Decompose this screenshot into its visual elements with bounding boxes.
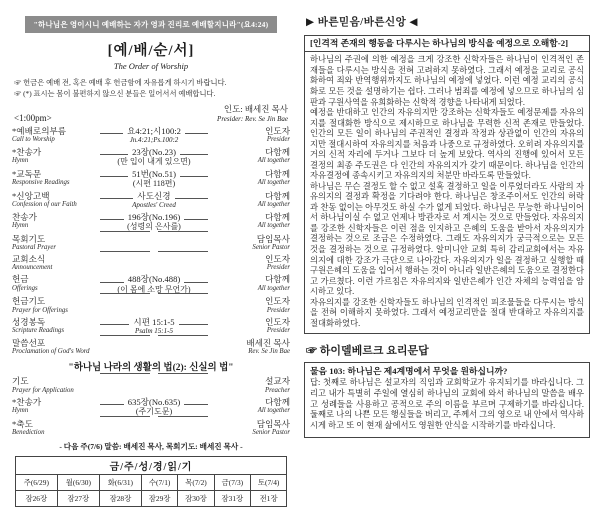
worship-row-role [210,126,290,144]
worship-row-label [12,274,98,294]
next-week-note: - 다음 주(7/6) 말씀: 배세진 목사, 목회기도: 배세진 목사 - [59,442,243,452]
row-label-en: Hymn [12,222,29,230]
presider-kr: 인도: 배세진 목사 [223,104,288,115]
row-center-text: 51번(No.51) [132,169,176,180]
row-role-en: Presider [266,327,290,335]
worship-row-role [210,169,290,189]
worship-row-center [98,419,210,437]
row-role-en: Presider [266,136,290,144]
worship-row-role [210,212,290,232]
worship-row-center [98,147,210,167]
row-label-en: Responsive Readings [12,179,70,187]
presider-block [217,103,288,123]
rule-line [183,126,210,136]
row-center-subtext: (시편 118편) [132,179,176,189]
row-center-text: 196장(No.196) [127,211,181,222]
catechism-header: ☞ 하이델베르크 요리문답 [306,345,429,358]
row-label-en: Scripture Readings [12,327,65,335]
faith-paragraph: 자유의지를 강조한 신학자들도 하나님의 인격적인 피조물들을 다루시는 방식을 전혀 이해하지 못하였다. 그래서 예정교리만을 절대 반대하고 자유의지를 절대화하였다. [310,297,584,328]
row-role-en: All together [257,157,290,165]
row-label-kr: *신앙고백 [12,191,50,202]
row-role-kr: 배세진 목사 [246,337,290,348]
verse-banner: "하나님은 영이시니 예배하는 자가 영과 진리로 예배할지니라"(요4:24) [25,16,277,33]
row-role-kr: 다함께 [265,396,290,407]
worship-row-label [12,212,98,232]
worship-row-role [210,397,290,417]
worship-row-center [98,317,210,335]
worship-row-role [210,296,290,314]
reading-table-cell: 잠26장 [15,491,57,507]
worship-row-role [210,274,290,294]
sermon-title: "하나님 나라의 생활의 법(2): 신실의 법" [68,363,234,374]
worship-row [12,274,290,294]
row-label-kr: 성경봉독 [12,316,46,327]
worship-row-label [12,126,98,144]
reading-table-cell: 잠31장 [214,491,250,507]
rule-line [178,169,210,179]
row-center-text: 요4:21;시100:2 [127,126,181,137]
row-role-en: All together [257,222,290,230]
reading-table-cell: 월(6/30) [57,475,99,491]
row-center-text: 사도신경 [137,191,171,202]
row-center-subtext: Jn.4:21;Ps.100:2 [129,136,179,145]
row-label-en: Proclamation of God's Word [12,347,90,355]
worship-row-label [12,147,98,167]
reading-table-cell: 잠29장 [141,491,177,507]
worship-subtitle: The Order of Worship [113,61,189,71]
row-center-subtext: (주기도문) [135,406,173,416]
row-label-kr: 교회소식 [12,254,46,265]
worship-rows-after [12,376,290,436]
worship-row [12,191,290,209]
row-label-en: Announcement [12,264,53,272]
articles-column [298,0,600,464]
row-role-kr: 다함께 [265,169,290,180]
worship-row-label [12,191,98,209]
row-role-en: All together [257,284,290,292]
worship-row-center [98,234,210,252]
row-label-en: Call to Worship [12,136,55,144]
rule-line [182,212,210,222]
worship-title: [예/배/순/서] [107,43,195,59]
worship-row-role [210,338,290,356]
worship-row-role [210,419,290,437]
worship-row-role [210,317,290,335]
reading-table-cell: 잠30장 [178,491,214,507]
worship-row-role [210,191,290,209]
worship-row-center [98,191,210,209]
faith-article-title: [인격적 존재의 행동을 다루시는 하나님의 방식을 예정으로 오해함-2] [305,36,589,52]
row-role-en: Senior Pastor [252,428,290,436]
row-role-en: Preacher [264,386,290,394]
row-role-kr: 담임목사 [256,233,290,244]
worship-row [12,317,290,335]
rule-line [177,317,210,327]
row-label-en: Prayer for Offerings [12,306,68,314]
reading-table-cell: 수(7/1) [141,475,177,491]
faith-article-box [304,35,590,334]
worship-row-center [98,126,210,144]
worship-row-center [98,338,210,356]
rule-line [98,212,126,222]
catechism-question: 물음 103: 하나님은 제4계명에서 무엇을 원하십니까? [310,366,508,377]
reading-table-cell: 금(7/3) [214,475,250,491]
row-role-kr: 다함께 [265,191,290,202]
row-label-kr: 말씀선포 [12,337,46,348]
row-label-kr: 찬송가 [12,211,37,222]
faith-section-header: ▶ 바른믿음/바른신앙 ◀ [306,17,418,28]
row-role-kr: 다함께 [265,274,290,285]
catechism-box [304,362,590,438]
row-role-en: All together [257,179,290,187]
row-role-kr: 다함께 [265,147,290,158]
faith-paragraph: 하나님의 주권에 의한 예정을 크게 강조한 신학자들은 하나님이 인격적인 존재들을 다루시는 방식을 전혀 고려하지 못하였다. 그래서 예정을 교리로 공식화하여 죄와 반역행위까지도 하나님의 예정에 넣었다. 이런 예정 교리의 공식화로 모든 것을 설명하기는 쉽다. 그러나 범죄를 예정에 넣으므로 하나님의 심판과 구원사역을 유희화하는 신학적 경향을 나타내게 되었다. [310,55,584,107]
reading-table-title-row [15,457,286,475]
worship-row-role [210,147,290,167]
reading-table-cell: 화(6/31) [99,475,141,491]
row-role-kr: 인도자 [265,254,290,265]
row-label-en: Prayer for Application [12,386,74,394]
reading-table-cell: 토(7/4) [251,475,287,491]
reading-table-cell: 전1장 [251,491,287,507]
reading-table-cell: 목(7/2) [178,475,214,491]
order-of-worship-column [0,0,298,504]
row-role-en: All together [257,406,290,414]
worship-row-label [12,376,98,394]
row-role-en: Presider [266,264,290,272]
rule-line [173,191,210,201]
reading-table-cell: 잠28장 [99,491,141,507]
worship-row-center [98,274,210,294]
rule-line [98,191,135,201]
service-time: <1:00pm> [14,113,52,124]
rule-line [182,274,210,284]
row-label-en: Confession of our Faith [12,201,77,209]
worship-row-label [12,317,98,335]
worship-note: ☞ 헌금은 예배 전, 혹은 예배 후 헌금함에 자유롭게 하시기 바랍니다. [14,78,227,87]
row-role-en: Rev. Se Jin Bae [248,347,290,355]
rule-line [98,169,130,179]
row-center-text: 시편 15:1-5 [133,316,175,327]
worship-note: ☞ (*) 표시는 몸이 불편하지 않으신 분들은 일어서서 예배합니다. [14,88,216,98]
worship-row [12,397,290,417]
rule-line [98,126,125,136]
worship-row-center [98,376,210,394]
worship-row-label [12,338,98,356]
worship-notes [14,78,290,99]
worship-row [12,376,290,394]
worship-row [12,234,290,252]
worship-row [12,296,290,314]
row-label-en: Hymn [12,406,29,414]
row-role-en: Presider [266,306,290,314]
row-label-kr: 헌금 [12,274,29,285]
row-role-kr: 담임목사 [256,418,290,429]
row-role-kr: 인도자 [265,296,290,307]
rule-line [98,147,130,157]
row-label-kr: 목회기도 [12,233,46,244]
worship-row-label [12,296,98,314]
faith-paragraph: 하나님은 무슨 결정도 할 수 없고 설혹 결정하고 일을 이루었더라도 사람의 자유의지의 결정과 확정을 기다려야 한다. 하나님은 창조주이셔도 인간의 허락과 찬동 없이는 아무것도 하실 수가 없게 되었다. 하나님은 무능한 하나님이어서 하나님이실 수 없고 언제나 방관자로 서 계시는 것으로 만들었다. 자유의지를 강조한 신학자들은 이런 점을 인지하고 은혜의 도움을 받아서 자유의지가 결정하는 것으로 조금은 수정하였다. 그래도 자유의지가 궁극적으로는 모든 것을 결정하는 것으로 규정하였다. 알미니안 교회 특히 감리교회에서는 자유의지에 대한 강조가 극단으로 나아갔다. 자유의지가 일을 결정하고 실행할 때 구원은혜의 도움을 입어서 행하는 것이 아니라 일반은혜의 도움으로 결정한다고 가르쳤다. 이런 가르침은 자유의지와 일반은혜가 인간 자체의 능력임을 암시하고 있다. [310,181,584,297]
presider-en: Presider: Rev. Se Jin Bae [217,115,288,124]
worship-row-label [12,234,98,252]
catechism-answer: 답: 첫째로 하나님은 설교자의 직임과 교회학교가 유지되기를 바라십니다. 그리고 내가 특별히 주일에 열심히 하나님의 교회에 와서 하나님의 말씀을 배우고 성례들을 사용하고 공적으로 주의 이름을 부르며 구제하기를 바라십니다. 둘째로 나의 나쁜 모든 행실들을 버리고, 주께서 그의 영으로 내 안에서 역사하시게 하고 또 이 현재 삶에서도 영원한 안식을 시작하기를 바라십니다. [310,378,584,431]
row-label-kr: *축도 [12,418,33,429]
worship-row-role [210,234,290,252]
worship-row-center [98,397,210,417]
row-label-en: Offerings [12,284,38,292]
row-center-text: 488장(No.488) [127,274,181,285]
row-role-en: All together [257,201,290,209]
row-center-subtext: Apostles' Creed [132,201,176,210]
worship-row [12,126,290,144]
worship-row-label [12,419,98,437]
row-center-subtext: Psalm 15:1-5 [135,327,173,336]
row-label-kr: 기도 [12,376,29,387]
row-center-subtext: (만 입이 내게 있으면) [117,157,191,167]
worship-row [12,254,290,272]
row-label-kr: *교독문 [12,169,42,180]
worship-row [12,419,290,437]
worship-row-center [98,169,210,189]
row-label-en: Benediction [12,428,45,436]
worship-row-role [210,254,290,272]
rule-line [98,397,126,407]
worship-row [12,147,290,167]
row-center-subtext: (이 몸에 소망 무언가) [117,284,191,294]
row-label-en: Hymn [12,157,29,165]
reading-table-cell: 주(6/29) [15,475,57,491]
reading-table [15,456,287,507]
row-role-kr: 인도자 [265,126,290,137]
row-center-text: 23장(No.23) [132,147,176,158]
rule-line [98,317,131,327]
faith-paragraph: 예정을 반대하고 인간의 자유의지만 강조하는 신학자들도 예정문제를 자유의지를 절대화한 방식으로 제시하므로 하나님을 무력한 신적 존재로 만들었다. 인간의 모든 일이 하나님의 주권적인 결정과 작정과 상관없이 인간의 자유의지만 절대시하여 자유의지를 처음과 나중으로 규정하였다. 오히려 자유의지를 거의 신적 자리에 두거나 그보다 더 높게 보았다. 역사의 진행에 있어서 모든 결정의 최종 주도권은 다 인간의 자유의지가 갖기 때문이다. 하나님을 인간의 자유결정에 종속시키고 자유의지의 처분만 바라도록 만들었다. [310,108,584,181]
row-label-kr: *찬송가 [12,147,42,158]
worship-row-role [210,376,290,394]
worship-row-label [12,254,98,272]
reading-days-row [15,475,286,491]
row-label-kr: 헌금기도 [12,296,46,307]
worship-row [12,169,290,189]
worship-row-center [98,212,210,232]
row-role-kr: 다함께 [265,211,290,222]
row-role-en: Senior Pastor [252,244,290,252]
rule-line [178,147,210,157]
worship-rows-main [12,126,290,355]
reading-table-title: 금/주/성/경/읽/기 [15,457,286,475]
reading-chapters-row [15,491,286,507]
reading-table-cell: 잠27장 [57,491,99,507]
service-time-row [14,103,288,123]
row-label-kr: *예배로의부름 [12,126,67,137]
rule-line [182,397,210,407]
row-role-kr: 인도자 [265,316,290,327]
worship-row-label [12,397,98,417]
rule-line [98,274,126,284]
row-label-en: Pastoral Prayer [12,244,56,252]
row-role-kr: 설교자 [265,376,290,387]
worship-row-label [12,169,98,189]
row-center-subtext: (성령의 은사를) [127,222,181,232]
worship-row-center [98,254,210,272]
row-center-text: 635장(No.635) [127,396,181,407]
row-label-kr: *찬송가 [12,396,42,407]
faith-article-body [305,52,589,333]
worship-row [12,338,290,356]
worship-row [12,212,290,232]
worship-row-center [98,296,210,314]
